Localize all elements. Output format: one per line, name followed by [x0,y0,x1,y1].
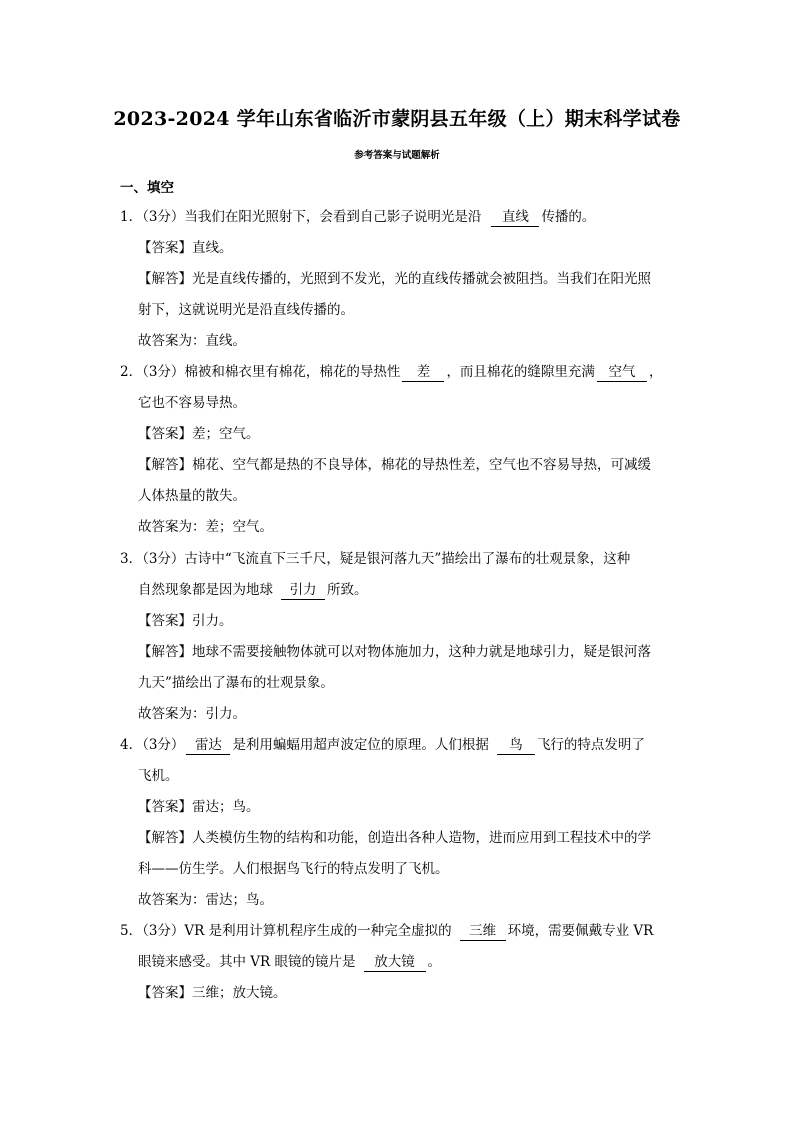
question-text: 。 [427,954,441,970]
question-text-line: 它也不容易导热。 [138,395,246,411]
question-5 [120,921,653,941]
analysis-line: 【解答】光是直线传播的，光照到不发光，光的直线传播就会被阻挡。当我们在阳光照 [138,271,651,287]
page-title: 2023-2024 学年山东省临沂市蒙阴县五年级（上）期末科学试卷 [113,108,681,130]
section-title: 一、填空 [120,180,174,196]
answer-line: 【答案】引力。 [138,613,233,629]
answer-line: 【答案】三维；放大镜。 [138,985,287,1001]
question-text: 眼镜来感受。其中 VR 眼镜的镜片是 [138,954,356,970]
question-text-line [138,952,441,972]
answer-line: 【答案】直线。 [138,240,233,256]
final-answer-line: 故答案为：雷达；鸟。 [138,892,273,908]
analysis-line: 【解答】地球不需要接触物体就可以对物体施加力，这种力就是地球引力，疑是银河落 [138,644,651,660]
question-2 [120,362,662,382]
question-1 [120,207,595,227]
question-3: 3．（3分）古诗中“飞流直下三千尺，疑是银河落九天”描绘出了瀑布的壮观景象，这种 [120,551,631,567]
question-text: 飞行的特点发明了 [536,737,645,753]
question-text: 所致。 [327,582,368,598]
answer-line: 【答案】雷达；鸟。 [138,799,260,815]
analysis-line: 射下，这就说明光是沿直线传播的。 [138,302,354,318]
question-text: 4．（3分） [120,737,185,753]
page-subtitle: 参考答案与试题解析 [354,150,440,161]
question-text: 自然现象都是因为地球 [138,582,273,598]
answer-blank: 引力 [281,582,325,600]
question-text: 传播的。 [541,209,596,225]
question-text: 1．（3分）当我们在阳光照射下，会看到自己影子说明光是沿 [120,209,482,225]
answer-line: 【答案】差；空气。 [138,426,260,442]
answer-blank: 差 [402,364,444,382]
analysis-line: 九天”描绘出了瀑布的壮观景象。 [138,675,334,691]
question-text-line: 飞机。 [138,768,179,784]
analysis-line: 【解答】人类模仿生物的结构和功能，创造出各种人造物，进而应用到工程技术中的学 [138,830,651,846]
analysis-line: 【解答】棉花、空气都是热的不良导体，棉花的导热性差，空气也不容易导热，可减缓 [138,457,651,473]
answer-blank: 放大镜 [364,954,426,972]
question-4 [120,735,645,755]
answer-blank: 直线 [491,209,539,227]
answer-blank: 雷达 [186,737,230,755]
question-text: 5．（3分）VR 是利用计算机程序生成的一种完全虚拟的 [120,923,452,939]
question-text: ， [648,364,663,380]
answer-blank: 鸟 [497,737,535,755]
question-text: 是利用蝙蝠用超声波定位的原理。人们根据 [232,737,489,753]
question-text: 环境，需要佩戴专业 VR [507,923,654,939]
answer-blank: 空气 [597,364,647,382]
analysis-line: 人体热量的散失。 [138,488,246,504]
final-answer-line: 故答案为：直线。 [138,333,246,349]
final-answer-line: 故答案为：差；空气。 [138,519,273,535]
question-text-line [138,580,368,600]
question-text: 2．（3分）棉被和棉衣里有棉花，棉花的导热性 [120,364,401,380]
question-text: ，而且棉花的缝隙里充满 [446,364,595,380]
answer-blank: 三维 [460,923,506,941]
final-answer-line: 故答案为：引力。 [138,706,246,722]
analysis-line: 科——仿生学。人们根据鸟飞行的特点发明了飞机。 [138,861,449,877]
